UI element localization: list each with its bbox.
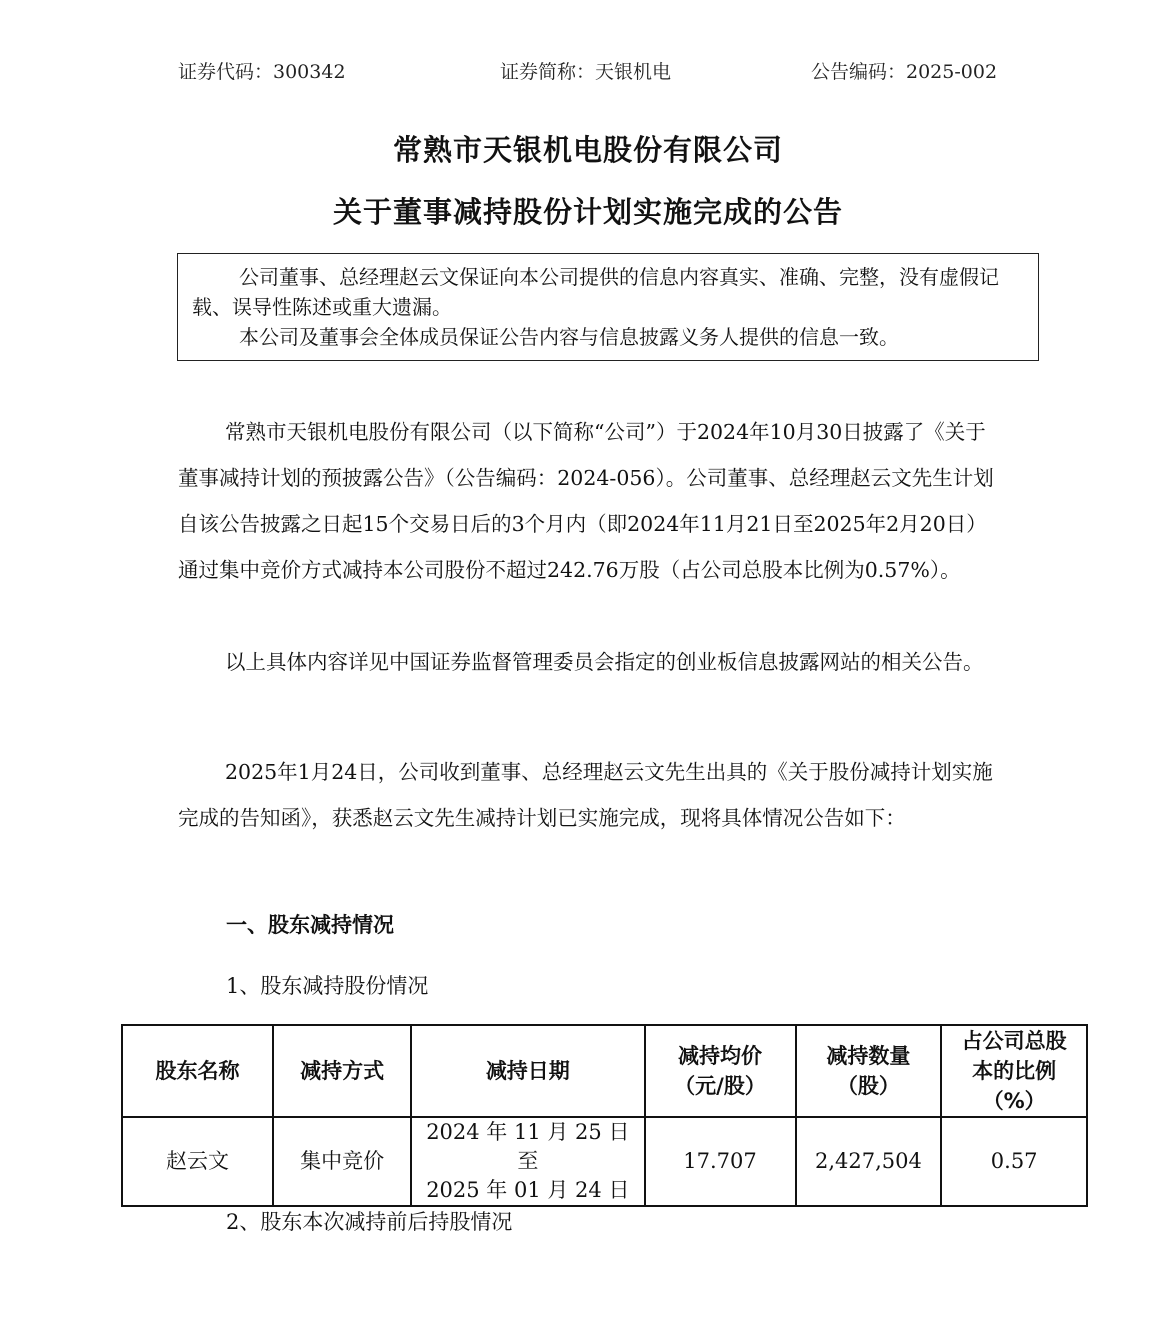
col-header-qty-line2: （股） [836, 1074, 900, 1098]
cell-date-line2: 2025 年 01 月 24 日 [426, 1178, 630, 1202]
table-row [122, 1117, 1087, 1206]
table-header-row [122, 1025, 1087, 1117]
subsection-2-heading: 2、股东本次减持前后持股情况 [226, 1210, 513, 1234]
disclaimer-line-1: 公司董事、总经理赵云文保证向本公司提供的信息内容真实、准确、完整，没有虚假记载、误导性陈述或重大遗漏。 [192, 265, 999, 319]
security-short-name: 证券简称：天银机电 [500, 61, 672, 83]
col-header-date: 减持日期 [411, 1025, 644, 1117]
col-header-qty-line1: 减持数量 [826, 1044, 911, 1068]
section-heading: 一、股东减持情况 [226, 913, 394, 937]
col-header-ratio-line2: 本的比例 [972, 1059, 1057, 1083]
paragraph-2: 以上具体内容详见中国证券监督管理委员会指定的创业板信息披露网站的相关公告。 [225, 650, 984, 674]
col-header-quantity [796, 1025, 942, 1117]
col-header-price [645, 1025, 796, 1117]
col-header-method: 减持方式 [273, 1025, 411, 1117]
paragraph-3: 2025年1月24日，公司收到董事、总经理赵云文先生出具的《关于股份减持计划实施完成的告知函》，获悉赵云文先生减持计划已实施完成，现将具体情况公告如下： [178, 760, 993, 830]
cell-date [411, 1117, 644, 1206]
col-header-ratio-line1: 占公司总股 [961, 1029, 1067, 1053]
cell-method: 集中竞价 [273, 1117, 411, 1206]
cell-price: 17.707 [645, 1117, 796, 1206]
disclaimer-line-2: 本公司及董事会全体成员保证公告内容与信息披露义务人提供的信息一致。 [239, 325, 899, 349]
col-header-ratio-line3: （%） [982, 1089, 1046, 1113]
col-header-ratio [941, 1025, 1087, 1117]
cell-name: 赵云文 [122, 1117, 273, 1206]
disclaimer-box [177, 253, 1039, 361]
announcement-number: 公告编码：2025-002 [811, 61, 998, 83]
col-header-price-line1: 减持均价 [678, 1044, 762, 1068]
cell-ratio: 0.57 [941, 1117, 1087, 1206]
paragraph-1: 常熟市天银机电股份有限公司（以下简称“公司”）于2024年10月30日披露了《关于董事减持计划的预披露公告》（公告编码：2024-056）。公司董事、总经理赵云文先生计划自该公告披露之日起15个交易日后的3个月内（即2024年11月21日至2025年2月20日）通过集中竞价方式减持本公司股份不超过242.76万股（占公司总股本比例为0.57%）。 [178, 420, 994, 582]
cell-quantity: 2,427,504 [796, 1117, 942, 1206]
col-header-price-line2: （元/股） [674, 1074, 766, 1098]
company-title: 常熟市天银机电股份有限公司 [392, 133, 783, 167]
subsection-1-heading: 1、股东减持股份情况 [226, 974, 429, 998]
cell-date-line1: 2024 年 11 月 25 日至 [426, 1120, 630, 1173]
announcement-title: 关于董事减持股份计划实施完成的公告 [332, 195, 843, 229]
reduction-table [121, 1024, 1088, 1207]
security-code: 证券代码：300342 [178, 61, 346, 83]
col-header-name: 股东名称 [122, 1025, 273, 1117]
